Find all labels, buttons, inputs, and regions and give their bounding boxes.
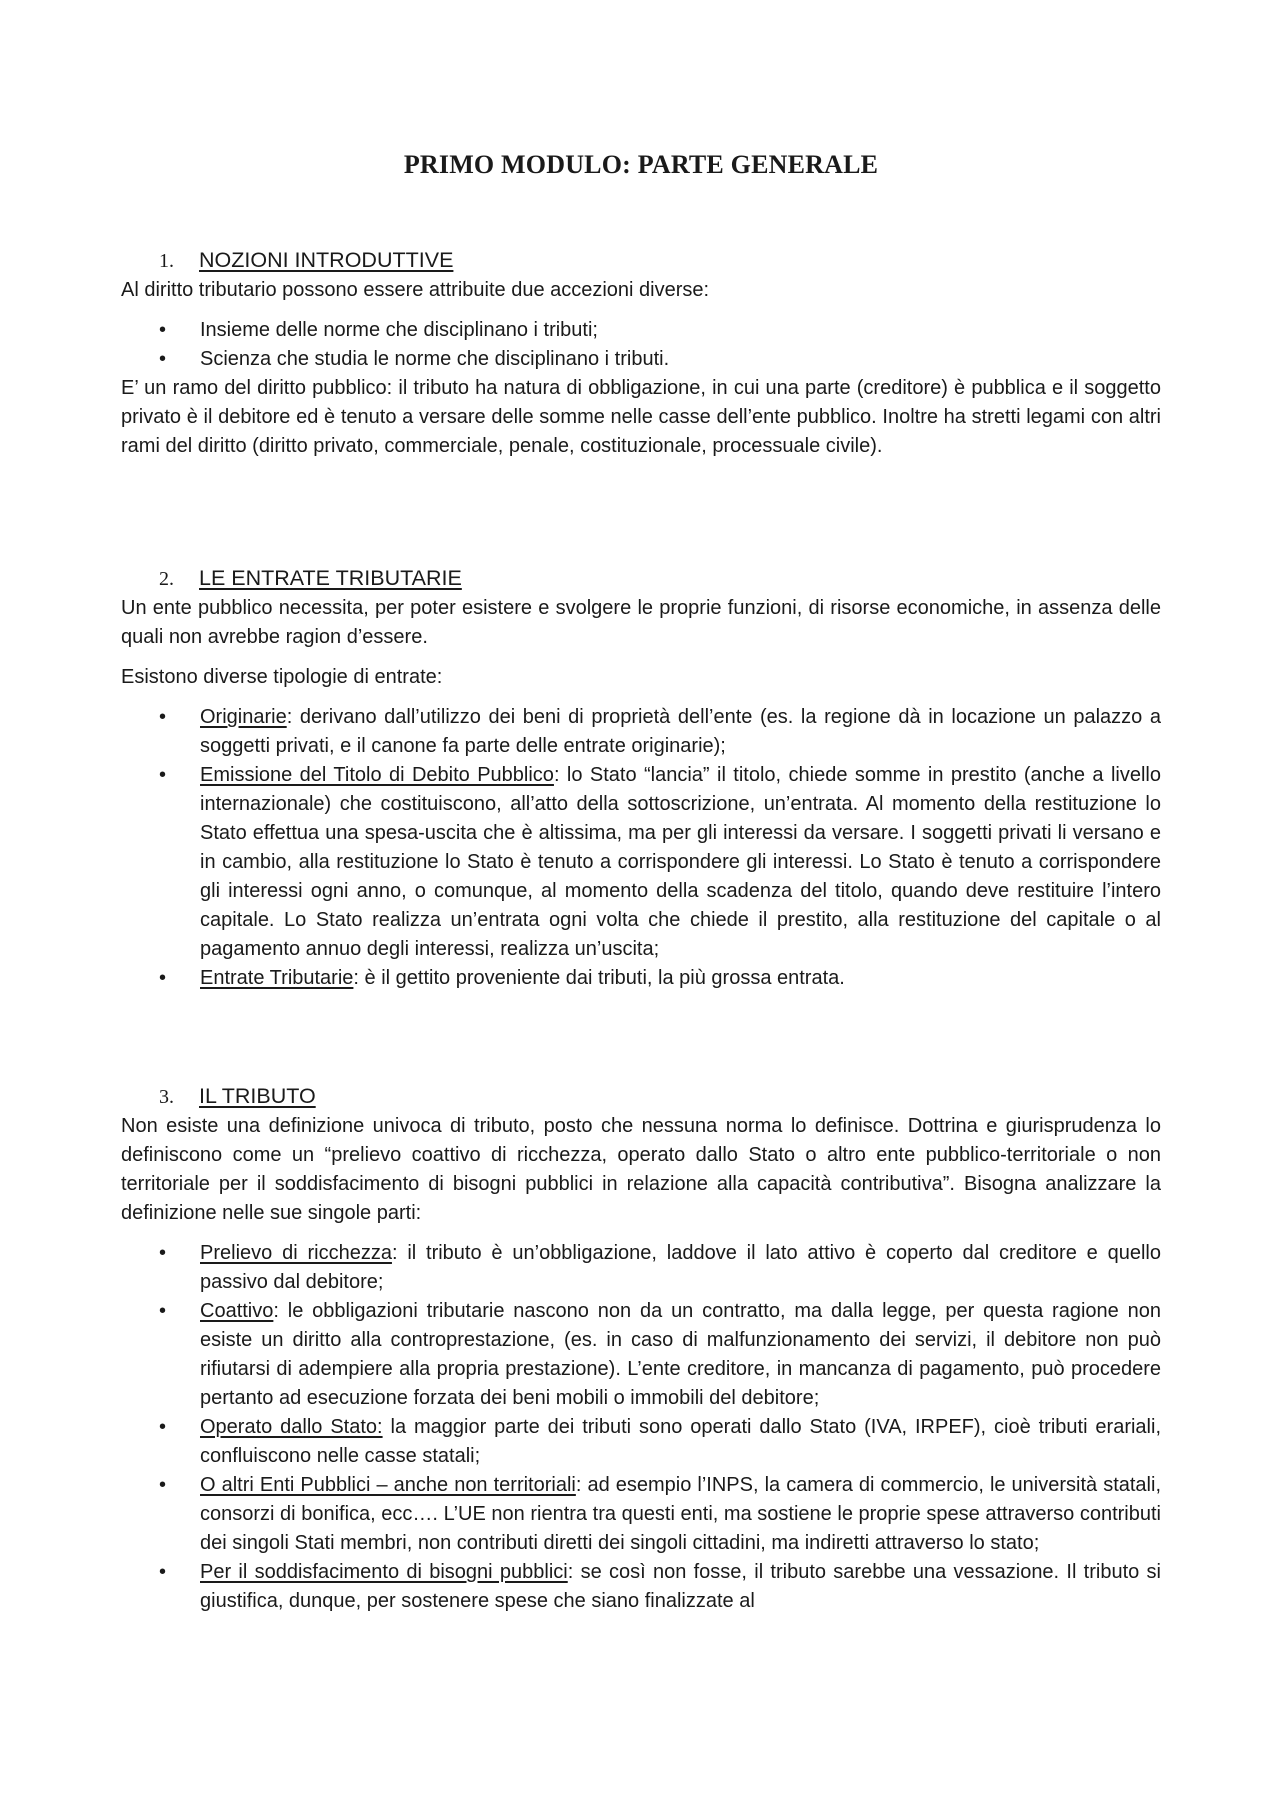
list-item-text: : ad esempio l’INPS, la camera di commercio, le università statali, consorzi di bonifica, ecc…. L’UE non rientra tra questi enti, ma sostiene le proprie spese attraverso contributi dei singoli Stati membri, non contributi diretti dei singoli cittadini, ma indiretti attraverso lo stato; (200, 1474, 1162, 1554)
bullet-icon: • (159, 319, 167, 341)
bullet-list (121, 1239, 1161, 1616)
section-intro: Non esiste una definizione univoca di tributo, posto che nessuna norma lo definisce. Dottrina e giurisprudenza lo definiscono come un “prelievo coattivo di ricchezza, operato dallo Stato o altro ente pubblico-territoriale o non territoriale per il soddisfacimento di bisogni pubblici in relazione alla capacità contributiva”. Bisogna analizzare la definizione nelle sue singole parti: (121, 1115, 1161, 1224)
list-item-text: Scienza che studia le norme che disciplinano i tributi. (200, 348, 670, 370)
section-entrate-tributarie (121, 564, 1161, 993)
list-item-text: : le obbligazioni tributarie nascono non da un contratto, ma dalla legge, per questa ragione non esiste un diritto alla controprestazione, (es. in caso di malfunzionamento dei servizi, il debitore non può rifiutarsi di adempiere alla propria prestazione). L’ente creditore, in mancanza di pagamento, può procedere pertanto ad esecuzione forzata dei beni mobili o immobili del debitore; (200, 1300, 1161, 1409)
list-item-text: : derivano dall’utilizzo dei beni di proprietà dell’ente (es. la regione dà in locazione un palazzo a soggetti privati, e il canone fa parte delle entrate originarie); (200, 706, 1161, 757)
list-item-text: : lo Stato “lancia” il titolo, chiede somme in prestito (anche a livello internazionale) che costituiscono, all’atto della sottoscrizione, un’entrata. Al momento della restituzione lo Stato effettua una spesa-uscita che è altissima, ma per gli interessi da versare. I soggetti privati li versano e in cambio, alla restituzione lo Stato è tenuto a corrispondere gli interessi. Lo Stato è tenuto a corrispondere gli interessi ogni anno, o comunque, al momento della scadenza del titolo, quando deve restituire l’intero capitale. Lo Stato realizza un’entrata ogni volta che chiede il prestito, alla restituzione del capitale o al pagamento annuo degli interessi, realizza un’uscita; (200, 764, 1161, 960)
list-item-text: la maggior parte dei tributi sono operati dallo Stato (IVA, IRPEF), cioè tributi erariali, confluiscono nelle casse statali; (200, 1416, 1162, 1467)
bullet-icon: • (159, 348, 167, 370)
section-intro: Un ente pubblico necessita, per poter esistere e svolgere le proprie funzioni, di risorse economiche, in assenza delle quali non avrebbe ragion d’essere. (121, 597, 1161, 648)
section-number: 2. (159, 568, 174, 590)
bullet-icon: • (159, 967, 167, 989)
bullet-icon: • (159, 1474, 167, 1496)
list-item (121, 1558, 1161, 1616)
section-title: IL TRIBUTO (199, 1084, 316, 1108)
list-item (121, 703, 1161, 761)
list-item-term: Per il soddisfacimento di bisogni pubblici (200, 1561, 568, 1583)
list-item-term: O altri Enti Pubblici – anche non territoriali (200, 1474, 576, 1496)
section-lead: Esistono diverse tipologie di entrate: (121, 666, 443, 688)
document-title: PRIMO MODULO: PARTE GENERALE (403, 150, 879, 179)
section-number: 3. (159, 1086, 174, 1108)
list-item-term: Originarie (200, 706, 287, 728)
list-item-term: Coattivo (200, 1300, 274, 1322)
list-item-term: Entrate Tributarie (200, 967, 354, 989)
section-heading (159, 564, 1161, 594)
list-item-text: Insieme delle norme che disciplinano i tributi; (200, 319, 598, 341)
bullet-list (121, 703, 1161, 993)
section-title: LE ENTRATE TRIBUTARIE (199, 566, 462, 590)
list-item (121, 1297, 1161, 1413)
list-item (121, 1471, 1161, 1558)
section-title: NOZIONI INTRODUTTIVE (199, 248, 454, 272)
list-item (121, 345, 1161, 374)
list-item-term: Prelievo di ricchezza (200, 1242, 392, 1264)
bullet-icon: • (159, 1416, 167, 1438)
list-item (121, 761, 1161, 964)
bullet-icon: • (159, 1300, 167, 1322)
list-item (121, 1413, 1161, 1471)
list-item-text: : il tributo è un’obbligazione, laddove il lato attivo è coperto dal creditore e quello passivo dal debitore; (200, 1242, 1161, 1293)
list-item (121, 316, 1161, 345)
list-item-text: : è il gettito proveniente dai tributi, la più grossa entrata. (353, 967, 845, 989)
list-item (121, 964, 1161, 993)
bullet-icon: • (159, 1242, 167, 1264)
section-il-tributo (121, 1082, 1161, 1616)
section-intro: Al diritto tributario possono essere attribuite due accezioni diverse: (121, 279, 710, 301)
bullet-icon: • (159, 764, 167, 786)
bullet-icon: • (159, 1561, 167, 1583)
bullet-list (121, 316, 1161, 374)
section-heading (159, 246, 1161, 276)
list-item-text: : se così non fosse, il tributo sarebbe una vessazione. Il tributo si giustifica, dunque, per sostenere spese che siano finalizzate al (200, 1561, 1161, 1612)
list-item (121, 1239, 1161, 1297)
list-item-term: Emissione del Titolo di Debito Pubblico (200, 764, 554, 786)
section-closing: E’ un ramo del diritto pubblico: il tributo ha natura di obbligazione, in cui una parte (creditore) è pubblica e il soggetto privato è il debitore ed è tenuto a versare delle somme nelle casse dell’ente pubblico. Inoltre ha stretti legami con altri rami del diritto (diritto privato, commerciale, penale, costituzionale, processuale civile). (121, 377, 1161, 457)
list-item-term: Operato dallo Stato: (200, 1416, 383, 1438)
section-nozioni-introduttive (121, 246, 1161, 461)
section-heading (159, 1082, 1161, 1112)
section-number: 1. (159, 250, 174, 272)
bullet-icon: • (159, 706, 167, 728)
